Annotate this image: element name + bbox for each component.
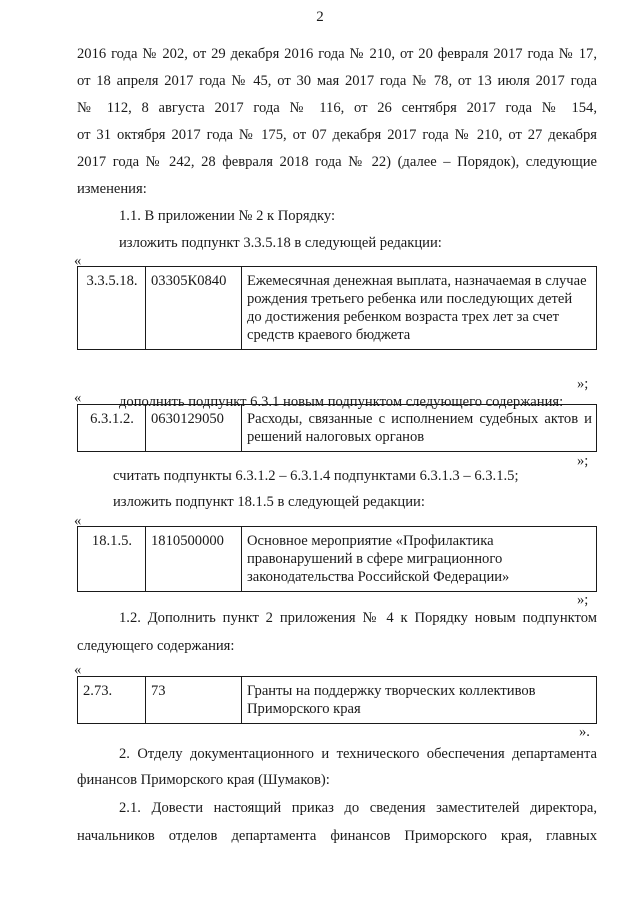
instruction-1: изложить подпункт 3.3.5.18 в следующей редакции:	[119, 235, 442, 251]
table-row	[78, 677, 597, 724]
open-quote: «	[74, 513, 82, 529]
amendment-table-2	[77, 404, 597, 452]
intro-line-4: от 31 октября 2017 года № 175, от 07 декабря 2017 года № 210, от 27 декабря	[77, 127, 597, 143]
row-code: 6.3.1.2.	[78, 405, 146, 452]
description-line: правонарушений в сфере миграционного	[247, 551, 503, 567]
table-row	[78, 527, 597, 592]
item-2-line-1: 2. Отделу документационного и технического обеспечения департамента	[119, 746, 597, 762]
row-code: 3.3.5.18.	[78, 267, 146, 350]
description-line: рождения третьего ребенка или последующих детей	[247, 291, 573, 307]
description-line: до достижения ребенком возраста трех лет за счет	[247, 309, 559, 325]
close-quote: »;	[577, 376, 589, 392]
intro-line-6: изменения:	[77, 181, 147, 197]
instruction-2: дополнить подпункт 6.3.1 новым подпунктом следующего содержания:	[119, 394, 564, 410]
item-1-2-line-1: 1.2. Дополнить пункт 2 приложения № 4 к Порядку новым подпунктом	[119, 610, 597, 626]
intro-line-5: 2017 года № 242, 28 февраля 2018 года № 22) (далее – Порядок), следующие	[77, 154, 597, 170]
description-line: средств краевого бюджета	[247, 327, 411, 343]
open-quote: «	[74, 390, 82, 406]
row-kbk: 0630129050	[146, 405, 242, 452]
open-quote: «	[74, 662, 82, 678]
row-code: 2.73.	[78, 677, 146, 724]
intro-line-1: 2016 года № 202, от 29 декабря 2016 года № 210, от 20 февраля 2017 года № 17,	[77, 46, 597, 62]
item-1-1: 1.1. В приложении № 2 к Порядку:	[119, 208, 336, 224]
close-quote: »;	[577, 453, 589, 469]
close-quote: »;	[577, 592, 589, 608]
open-quote: «	[74, 253, 82, 269]
item-1-2-line-2: следующего содержания:	[77, 638, 235, 654]
row-kbk: 03305К0840	[146, 267, 242, 350]
description-line: Расходы, связанные с исполнением судебных актов и	[247, 411, 592, 427]
description-line: Основное мероприятие «Профилактика	[247, 533, 494, 549]
amendment-table-4	[77, 676, 597, 724]
page-number: 2	[316, 9, 324, 25]
intro-line-2: от 18 апреля 2017 года № 45, от 30 мая 2017 года № 78, от 13 июля 2017 года	[77, 73, 597, 89]
item-2-1-line-1: 2.1. Довести настоящий приказ до сведения заместителей директора,	[119, 800, 597, 816]
intro-line-3: № 112, 8 августа 2017 года № 116, от 26 сентября 2017 года № 154,	[77, 100, 597, 116]
table-row	[78, 267, 597, 350]
row-description	[242, 267, 597, 350]
description-line: Гранты на поддержку творческих коллективов	[247, 683, 536, 699]
item-2-1-line-2: начальников отделов департамента финансов Приморского края, главных	[77, 828, 597, 844]
row-code: 18.1.5.	[78, 527, 146, 592]
row-description	[242, 527, 597, 592]
description-line: решений налоговых органов	[247, 429, 425, 445]
description-line: Приморского края	[247, 701, 361, 717]
row-description	[242, 677, 597, 724]
amendment-table-3	[77, 526, 597, 592]
description-line: Ежемесячная денежная выплата, назначаемая в случае	[247, 273, 587, 289]
row-kbk: 73	[146, 677, 242, 724]
amendment-table-1	[77, 266, 597, 350]
table-row	[78, 405, 597, 452]
row-kbk: 1810500000	[146, 527, 242, 592]
instruction-3: считать подпункты 6.3.1.2 – 6.3.1.4 подпунктами 6.3.1.3 – 6.3.1.5;	[113, 468, 519, 484]
item-2-line-2: финансов Приморского края (Шумаков):	[77, 772, 330, 788]
description-line: законодательства Российской Федерации»	[247, 569, 510, 585]
close-quote: ».	[579, 724, 590, 740]
instruction-4: изложить подпункт 18.1.5 в следующей редакции:	[113, 494, 425, 510]
row-description	[242, 405, 597, 452]
